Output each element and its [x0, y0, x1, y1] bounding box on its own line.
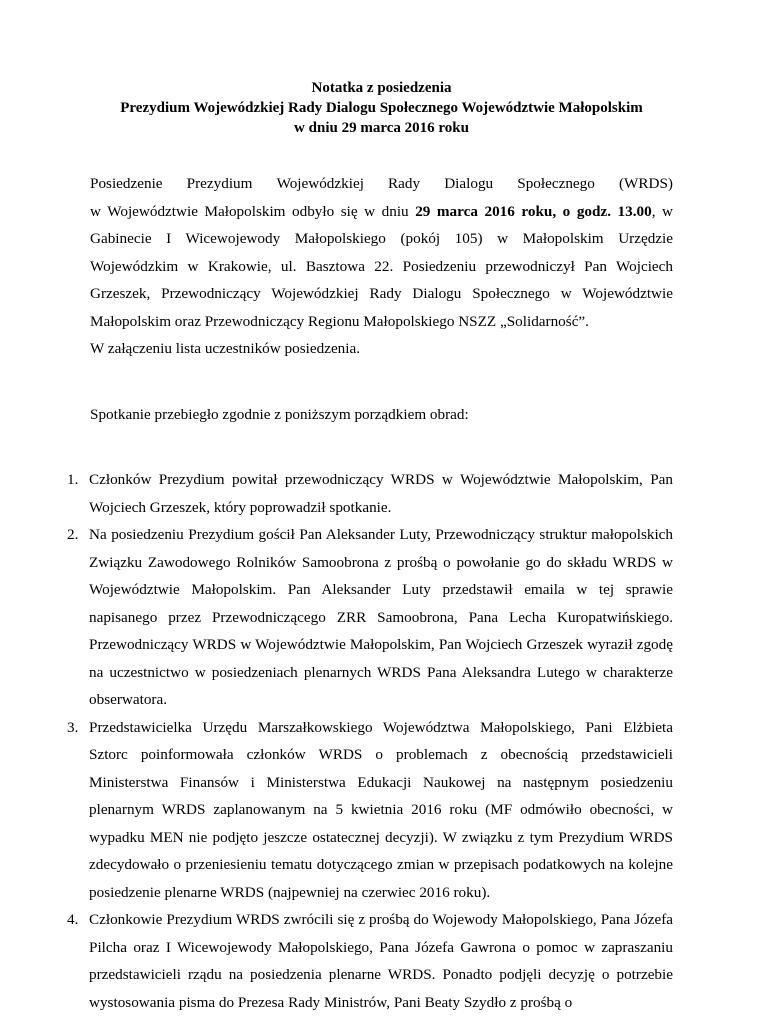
intro-word: Dialogu [444, 175, 494, 192]
agenda-item-text: Przedstawicielka Urzędu Marszałkowskiego Województwa Małopolskiego, Pani Elżbieta Sztorc poinformowała członków WRDS o problemach z obecnością przedstawicieli Ministerstwa Finansów i Ministerstwa Edukacji Naukowej na następnym posiedzeniu plenarnym WRDS zaplanowanym na 5 kwietnia 2016 roku (MF odmówiło obecności, w wypadku MEN nie podjęto jeszcze ostatecznej decyzji). W związku z tym Prezydium WRDS zdecydowało o przeniesieniu tematu dotyczącego zmian w przepisach podatkowych na kolejne posiedzenie plenarne WRDS (najpewniej na czerwiec 2016 roku). [89, 718, 673, 901]
intro-word: Rady [388, 175, 421, 192]
intro-text-b: , w Gabinecie I Wicewojewody Małopolskiego (pokój 105) w Małopolskim Urzędzie Wojewódzkim w Krakowie, ul. Basztowa 22. Posiedzeniu przewodniczył Pan Wojciech Grzeszek, Przewodniczący Wojewódzkiej Rady Dialogu Społecznego w Województwie Małopolskim oraz Przewodniczący Regionu Małopolskiego NSZZ „Solidarność”. [90, 202, 674, 330]
agenda-list [67, 466, 673, 1016]
title-line-1: Notatka z posiedzenia [311, 80, 452, 96]
meeting-date: 29 marca 2016 roku, o godz. 13.00 [415, 202, 652, 220]
intro-first-line [90, 170, 673, 198]
agenda-item [67, 906, 673, 1016]
attachment-note: W załączeniu lista uczestników posiedzenia. [90, 340, 361, 357]
intro-text-a: w Województwie Małopolskim odbyło się w dniu [90, 202, 416, 220]
intro-word: Posiedzenie [90, 175, 163, 192]
agenda-item-number: 4. [67, 911, 79, 928]
agenda-item [67, 714, 673, 907]
intro-word: Prezydium [186, 175, 253, 192]
agenda-item [67, 466, 673, 521]
agenda-item-number: 2. [67, 526, 79, 543]
agenda-item [67, 521, 673, 714]
intro-body [90, 198, 673, 336]
agenda-item-text: Na posiedzeniu Prezydium gościł Pan Aleksander Luty, Przewodniczący struktur małopolskich Związku Zawodowego Rolników Samoobrona z prośbą o powołanie go do składu WRDS w Województwie Małopolskim. Pan Aleksander Luty przedstawił emaila w tej sprawie napisanego przez Przewodniczącego ZRR Samoobrona, Pana Lecha Kuropatwińskiego. Przewodniczący WRDS w Województwie Małopolskim, Pan Wojciech Grzeszek wyraził zgodę na uczestnictwo w posiedzeniach plenarnych WRDS Pana Aleksandra Lutego w charakterze obserwatora. [89, 526, 673, 708]
intro-paragraph [90, 170, 673, 363]
intro-word: Społecznego [517, 175, 595, 192]
document-title [90, 0, 673, 138]
agenda-item-text: Członków Prezydium powitał przewodniczący WRDS w Województwie Małopolskim, Pan Wojciech Grzeszek, który poprowadził spotkanie. [89, 471, 673, 516]
title-line-2: Prezydium Wojewódzkiej Rady Dialogu Społecznego Województwie Małopolskim [120, 100, 643, 116]
intro-word: Wojewódzkiej [276, 175, 364, 192]
intro-word: (WRDS) [618, 175, 673, 192]
agenda-item-text: Członkowie Prezydium WRDS zwrócili się z prośbą do Wojewody Małopolskiego, Pana Józefa Pilcha oraz I Wicewojewody Małopolskiego, Pana Józefa Gawrona o pomoc w zapraszaniu przedstawicieli rządu na posiedzenia plenarne WRDS. Ponadto podjęli decyzję o potrzebie wystosowania pisma do Prezesa Rady Ministrów, Pani Beaty Szydło z prośbą o [89, 911, 673, 1011]
agenda-item-number: 1. [67, 471, 79, 488]
title-line-3: w dniu 29 marca 2016 roku [294, 120, 469, 136]
agenda-item-number: 3. [67, 718, 79, 736]
agenda-intro: Spotkanie przebiegło zgodnie z poniższym porządkiem obrad: [90, 405, 469, 423]
